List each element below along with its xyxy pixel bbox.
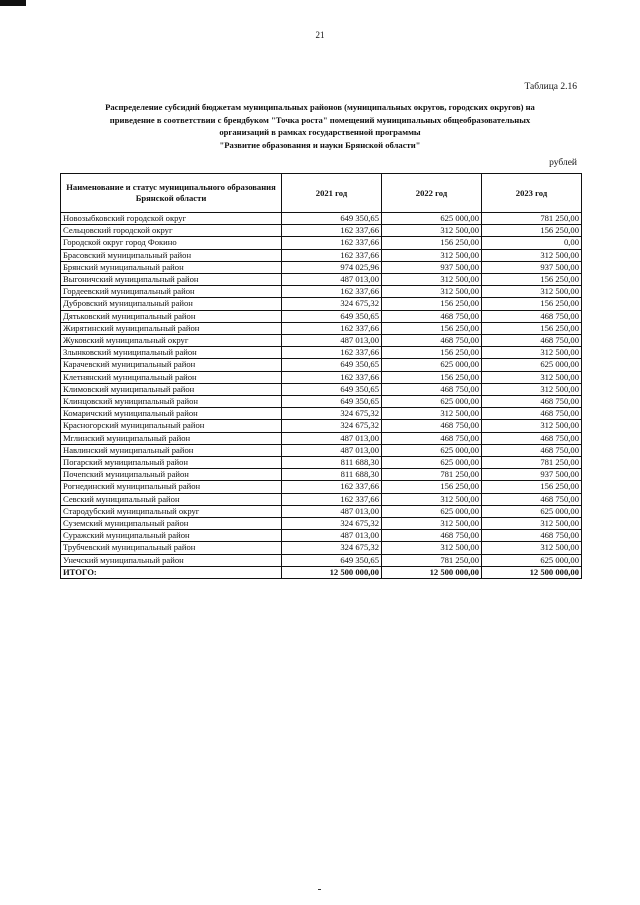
value-2021: 324 675,32 <box>282 542 382 554</box>
value-2023: 156 250,00 <box>482 298 582 310</box>
table-row <box>61 505 582 517</box>
value-2022: 156 250,00 <box>382 481 482 493</box>
total-2023: 12 500 000,00 <box>482 566 582 578</box>
value-2022: 312 500,00 <box>382 286 482 298</box>
value-2022: 468 750,00 <box>382 432 482 444</box>
title-line: "Развитие образования и науки Брянской области" <box>219 139 421 150</box>
value-2023: 937 500,00 <box>482 261 582 273</box>
value-2021: 162 337,66 <box>282 286 382 298</box>
value-2022: 781 250,00 <box>382 469 482 481</box>
row-name: Климовский муниципальный район <box>61 383 282 395</box>
value-2023: 312 500,00 <box>482 347 582 359</box>
value-2022: 156 250,00 <box>382 371 482 383</box>
scan-speck <box>318 889 321 890</box>
value-2023: 625 000,00 <box>482 505 582 517</box>
value-2021: 324 675,32 <box>282 518 382 530</box>
subsidy-table <box>60 173 582 579</box>
value-2023: 0,00 <box>482 237 582 249</box>
value-2023: 781 250,00 <box>482 213 582 225</box>
total-2022: 12 500 000,00 <box>382 566 482 578</box>
value-2022: 468 750,00 <box>382 383 482 395</box>
value-2021: 487 013,00 <box>282 444 382 456</box>
row-name: Карачевский муниципальный район <box>61 359 282 371</box>
row-name: Севский муниципальный район <box>61 493 282 505</box>
total-2021: 12 500 000,00 <box>282 566 382 578</box>
value-2022: 156 250,00 <box>382 322 482 334</box>
table-row <box>61 457 582 469</box>
value-2021: 324 675,32 <box>282 408 382 420</box>
table-row <box>61 237 582 249</box>
value-2022: 625 000,00 <box>382 396 482 408</box>
value-2023: 468 750,00 <box>482 335 582 347</box>
row-name: Суражский муниципальный район <box>61 530 282 542</box>
table-row <box>61 530 582 542</box>
row-name: Унечский муниципальный район <box>61 554 282 566</box>
row-name: Клинцовский муниципальный район <box>61 396 282 408</box>
value-2023: 156 250,00 <box>482 322 582 334</box>
table-row <box>61 371 582 383</box>
value-2021: 162 337,66 <box>282 481 382 493</box>
value-2022: 625 000,00 <box>382 359 482 371</box>
value-2023: 156 250,00 <box>482 481 582 493</box>
row-name: Выгоничский муниципальный район <box>61 274 282 286</box>
value-2022: 625 000,00 <box>382 213 482 225</box>
table-row <box>61 481 582 493</box>
column-header-2023: 2023 год <box>482 174 582 213</box>
value-2023: 468 750,00 <box>482 530 582 542</box>
value-2022: 312 500,00 <box>382 542 482 554</box>
table-body <box>61 213 582 567</box>
row-name: Погарский муниципальный район <box>61 457 282 469</box>
row-name: Трубчевский муниципальный район <box>61 542 282 554</box>
table-row <box>61 444 582 456</box>
value-2022: 156 250,00 <box>382 237 482 249</box>
value-2021: 162 337,66 <box>282 371 382 383</box>
value-2022: 468 750,00 <box>382 335 482 347</box>
title-line: приведение в соответствии с брендбуком "Точка роста" помещений муниципальных общеобразовательных <box>109 114 531 125</box>
value-2023: 312 500,00 <box>482 518 582 530</box>
value-2021: 649 350,65 <box>282 310 382 322</box>
table-row <box>61 286 582 298</box>
table-row <box>61 322 582 334</box>
total-label: ИТОГО: <box>61 566 282 578</box>
value-2022: 468 750,00 <box>382 420 482 432</box>
currency-unit: рублей <box>549 158 577 168</box>
row-name: Злынковский муниципальный район <box>61 347 282 359</box>
value-2023: 468 750,00 <box>482 408 582 420</box>
table-row <box>61 359 582 371</box>
table-row <box>61 542 582 554</box>
value-2021: 324 675,32 <box>282 420 382 432</box>
scan-corner-mark <box>0 0 26 6</box>
value-2023: 312 500,00 <box>482 371 582 383</box>
value-2021: 487 013,00 <box>282 335 382 347</box>
value-2023: 312 500,00 <box>482 420 582 432</box>
table-row <box>61 261 582 273</box>
row-name: Гордеевский муниципальный район <box>61 286 282 298</box>
value-2022: 156 250,00 <box>382 347 482 359</box>
value-2021: 649 350,65 <box>282 396 382 408</box>
header-row <box>61 174 582 213</box>
table-row <box>61 274 582 286</box>
row-name: Дубровский муниципальный район <box>61 298 282 310</box>
row-name: Комаричский муниципальный район <box>61 408 282 420</box>
value-2021: 487 013,00 <box>282 505 382 517</box>
table-row <box>61 469 582 481</box>
value-2023: 468 750,00 <box>482 432 582 444</box>
value-2023: 312 500,00 <box>482 249 582 261</box>
value-2023: 781 250,00 <box>482 457 582 469</box>
value-2022: 625 000,00 <box>382 457 482 469</box>
value-2023: 468 750,00 <box>482 310 582 322</box>
table-row <box>61 225 582 237</box>
title-line: Распределение субсидий бюджетам муниципальных районов (муниципальных округов, городских округов) на <box>105 102 535 112</box>
row-name: Жуковский муниципальный округ <box>61 335 282 347</box>
value-2022: 625 000,00 <box>382 444 482 456</box>
value-2021: 649 350,65 <box>282 383 382 395</box>
value-2022: 312 500,00 <box>382 274 482 286</box>
table-title <box>60 101 580 151</box>
value-2021: 487 013,00 <box>282 530 382 542</box>
table-row <box>61 310 582 322</box>
value-2022: 312 500,00 <box>382 493 482 505</box>
value-2023: 468 750,00 <box>482 396 582 408</box>
value-2021: 811 688,30 <box>282 457 382 469</box>
table-row <box>61 518 582 530</box>
row-name: Рогнединский муниципальный район <box>61 481 282 493</box>
value-2022: 468 750,00 <box>382 310 482 322</box>
row-name: Мглинский муниципальный район <box>61 432 282 444</box>
value-2021: 162 337,66 <box>282 347 382 359</box>
table-row <box>61 408 582 420</box>
row-name: Брасовский муниципальный район <box>61 249 282 261</box>
value-2023: 625 000,00 <box>482 554 582 566</box>
table-label: Таблица 2.16 <box>524 82 577 92</box>
column-header-2021: 2021 год <box>282 174 382 213</box>
value-2022: 312 500,00 <box>382 408 482 420</box>
value-2023: 312 500,00 <box>482 286 582 298</box>
value-2023: 468 750,00 <box>482 493 582 505</box>
row-name: Дятьковский муниципальный район <box>61 310 282 322</box>
value-2022: 781 250,00 <box>382 554 482 566</box>
value-2021: 162 337,66 <box>282 237 382 249</box>
value-2022: 468 750,00 <box>382 530 482 542</box>
value-2023: 468 750,00 <box>482 444 582 456</box>
row-name: Новозыбковский городской округ <box>61 213 282 225</box>
value-2022: 312 500,00 <box>382 518 482 530</box>
value-2021: 649 350,65 <box>282 213 382 225</box>
value-2023: 156 250,00 <box>482 274 582 286</box>
value-2022: 312 500,00 <box>382 249 482 261</box>
row-name: Стародубский муниципальный округ <box>61 505 282 517</box>
row-name: Городской округ город Фокино <box>61 237 282 249</box>
value-2021: 324 675,32 <box>282 298 382 310</box>
value-2023: 312 500,00 <box>482 383 582 395</box>
row-name: Навлинский муниципальный район <box>61 444 282 456</box>
table-row <box>61 213 582 225</box>
table-row <box>61 420 582 432</box>
value-2023: 937 500,00 <box>482 469 582 481</box>
value-2023: 312 500,00 <box>482 542 582 554</box>
total-row <box>61 566 582 578</box>
value-2023: 625 000,00 <box>482 359 582 371</box>
table-row <box>61 249 582 261</box>
row-name: Клетнянский муниципальный район <box>61 371 282 383</box>
table-row <box>61 432 582 444</box>
value-2021: 811 688,30 <box>282 469 382 481</box>
table-row <box>61 347 582 359</box>
value-2021: 649 350,65 <box>282 359 382 371</box>
page-number: 21 <box>315 30 325 40</box>
value-2023: 156 250,00 <box>482 225 582 237</box>
table-row <box>61 298 582 310</box>
row-name: Суземский муниципальный район <box>61 518 282 530</box>
column-header-2022: 2022 год <box>382 174 482 213</box>
value-2022: 937 500,00 <box>382 261 482 273</box>
value-2021: 487 013,00 <box>282 274 382 286</box>
row-name: Почепский муниципальный район <box>61 469 282 481</box>
table-row <box>61 493 582 505</box>
row-name: Красногорский муниципальный район <box>61 420 282 432</box>
value-2022: 312 500,00 <box>382 225 482 237</box>
value-2022: 156 250,00 <box>382 298 482 310</box>
row-name: Жирятинский муниципальный район <box>61 322 282 334</box>
value-2021: 649 350,65 <box>282 554 382 566</box>
title-line: организаций в рамках государственной программы <box>219 127 421 138</box>
table-row <box>61 396 582 408</box>
value-2021: 487 013,00 <box>282 432 382 444</box>
value-2021: 974 025,96 <box>282 261 382 273</box>
value-2022: 625 000,00 <box>382 505 482 517</box>
column-header-name: Наименование и статус муниципального образования Брянской области <box>61 174 282 213</box>
row-name: Брянский муниципальный район <box>61 261 282 273</box>
table-row <box>61 383 582 395</box>
table-row <box>61 554 582 566</box>
value-2021: 162 337,66 <box>282 225 382 237</box>
value-2021: 162 337,66 <box>282 249 382 261</box>
table-row <box>61 335 582 347</box>
value-2021: 162 337,66 <box>282 322 382 334</box>
value-2021: 162 337,66 <box>282 493 382 505</box>
row-name: Сельцовский городской округ <box>61 225 282 237</box>
